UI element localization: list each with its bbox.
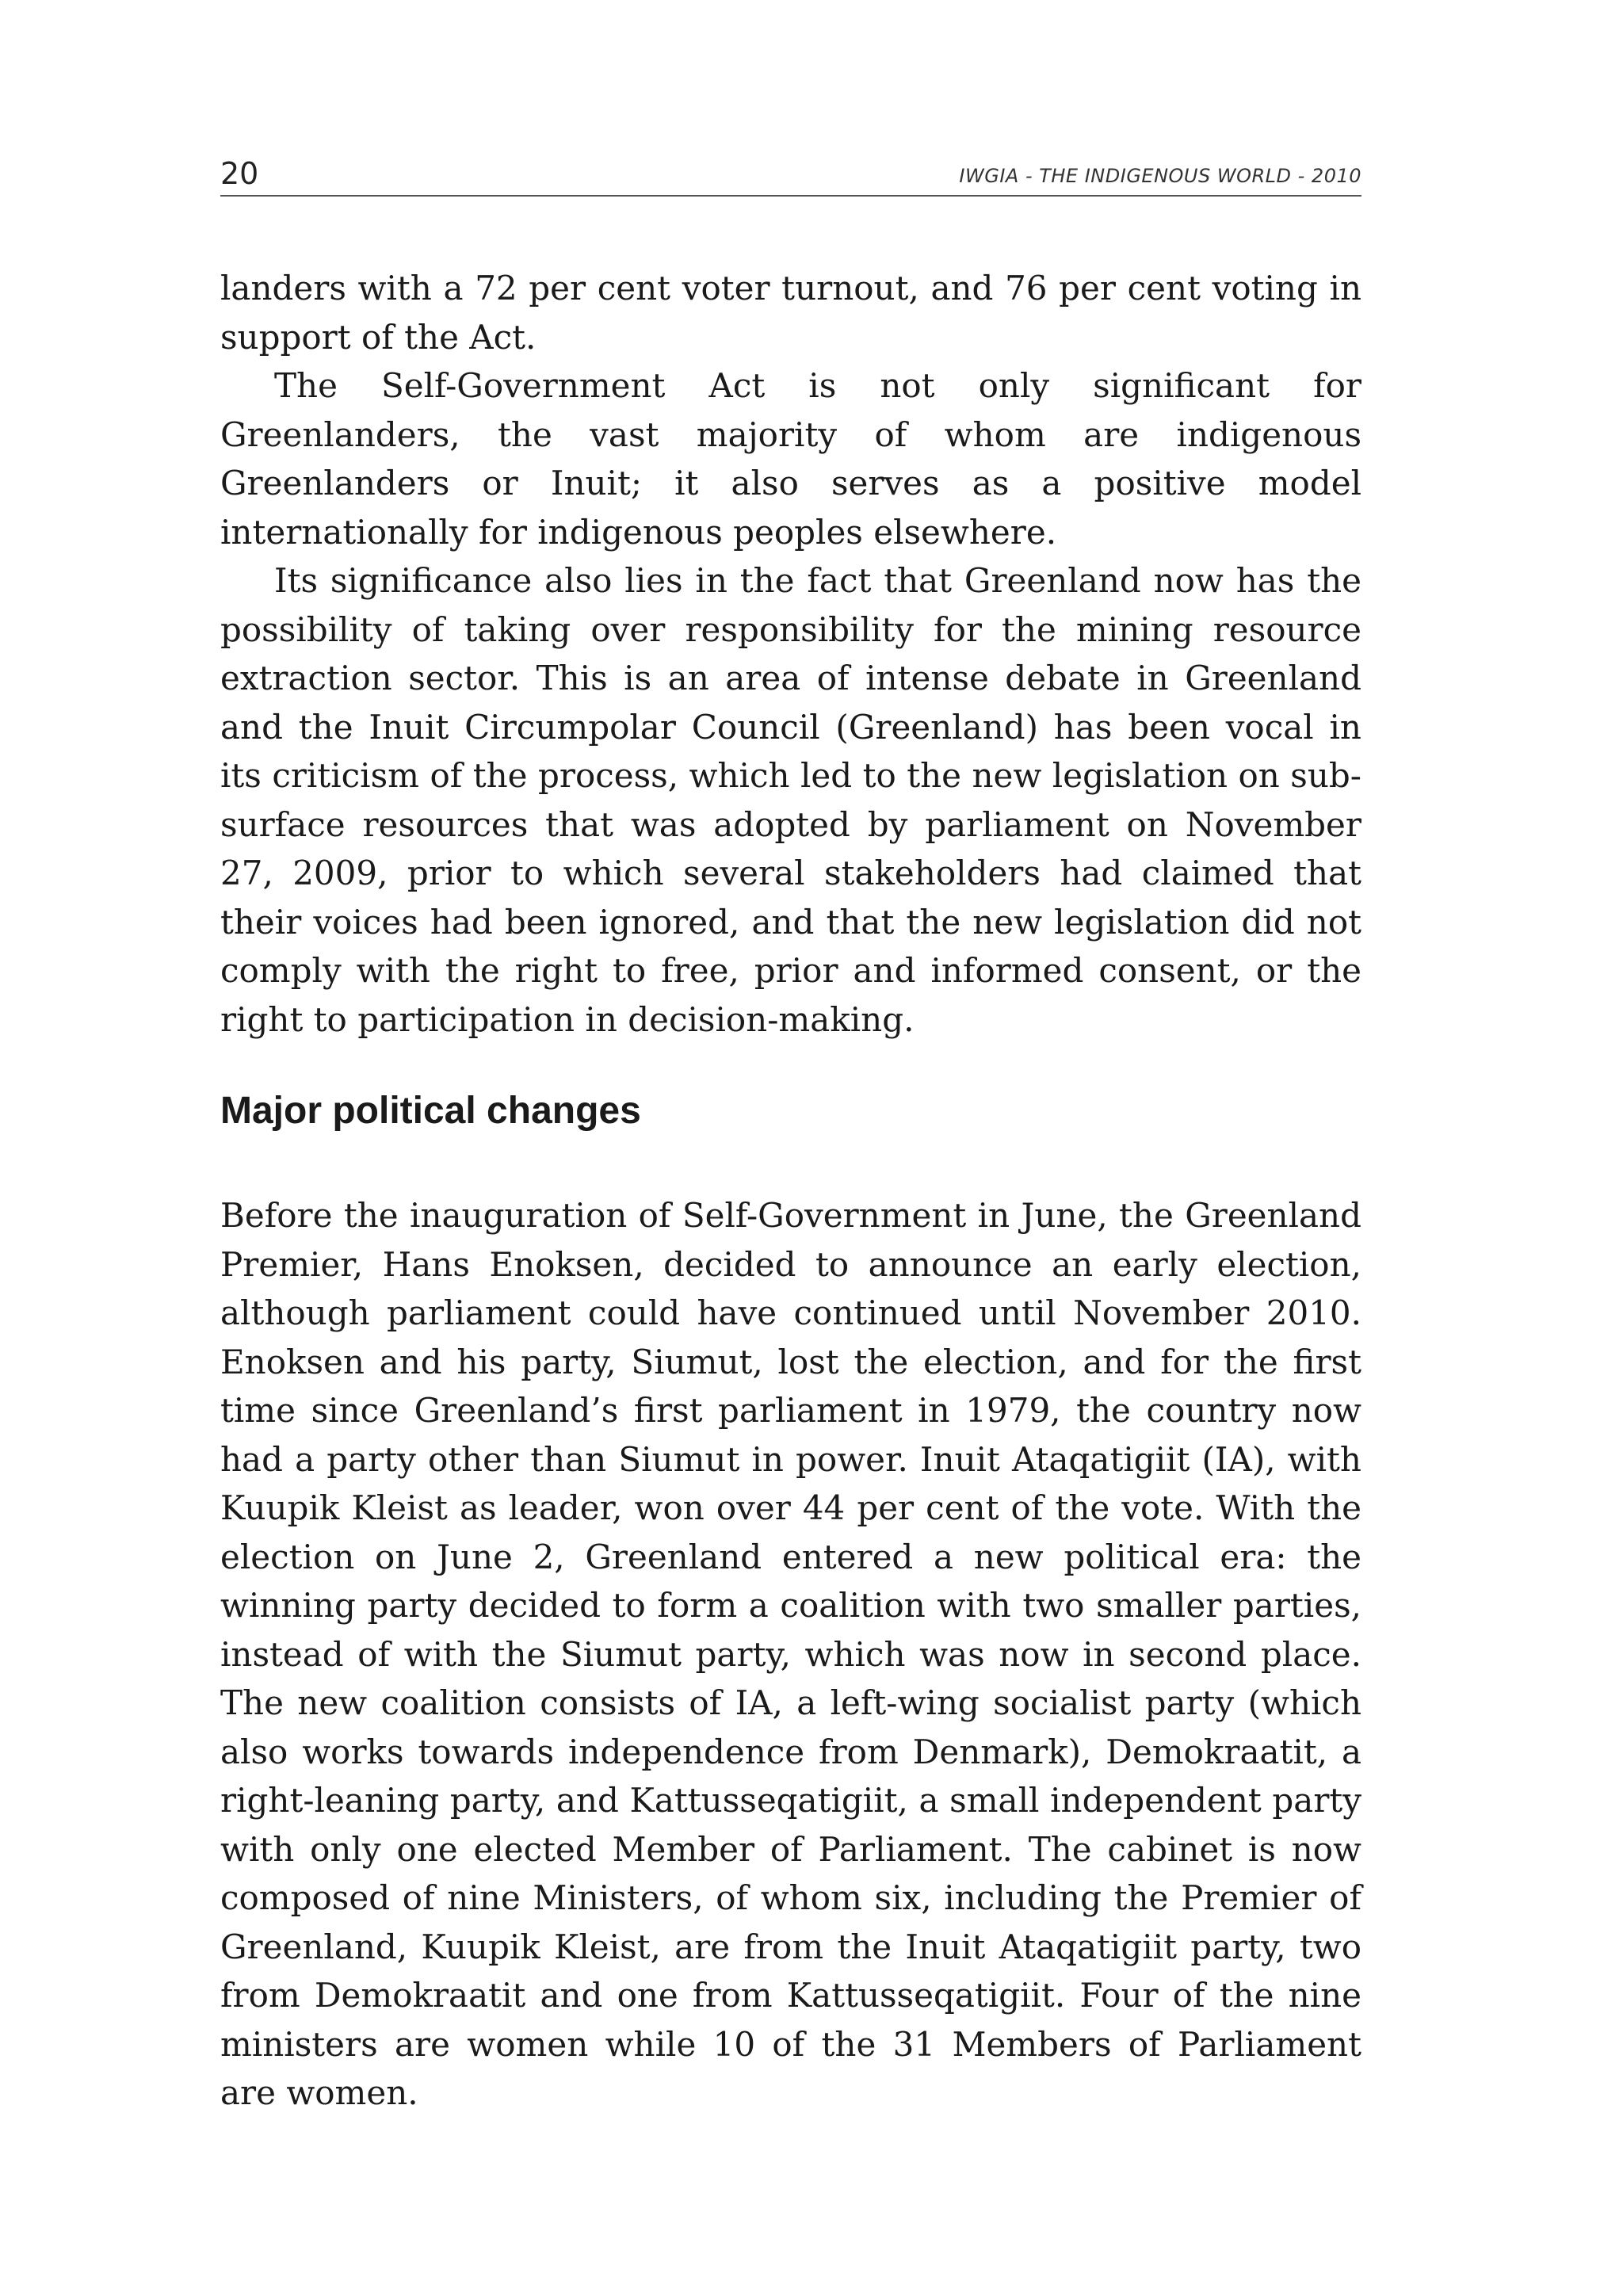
body-text-section	[220, 1191, 1361, 2118]
paragraph-political-changes: Before the inauguration of Self-Government in June, the Greenland Premier, Hans Enoksen, decided to announce an early election, although parliament could have continued until November 2010. Enoksen and his party, Siumut, lost the election, and for the first time since Greenland’s first parliament in 1979, the country now had a party other than Siumut in power. Inuit Ataqatigiit (IA), with Kuupik Kleist as leader, won over 44 per cent of the vote. With the election on June 2, Greenland entered a new political era: the winning party decided to form a coalition with two smaller parties, instead of with the Siumut party, which was now in second place. The new coalition consists of IA, a left-wing socialist party (which also works towards independence from Denmark), Demokraatit, a right-leaning party, and Kattusseqatigiit, a small independent party with only one elected Member of Parliament. The cabinet is now composed of nine Ministers, of whom six, including the Premier of Greenland, Kuupik Kleist, are from the Inuit Ataqatigiit party, two from Demokraatit and one from Kattusseqatigiit. Four of the nine ministers are women while 10 of the 31 Members of Parliament are women.	[220, 1196, 1361, 2112]
running-header	[220, 155, 1361, 197]
paragraph-self-government-act: The Self-Government Act is not only significant for Greenlanders, the vast majority of whom are indigenous Greenlanders or Inuit; it also serves as a positive model internationally for indigenous peoples elsewhere.	[220, 366, 1361, 552]
page-number: 20	[220, 156, 259, 191]
paragraph-mining-significance: Its significance also lies in the fact that Greenland now has the possibility of taking over responsibility for the mining resource extraction sector. This is an area of intense debate in Greenland and the Inuit Circumpolar Council (Greenland) has been vocal in its criticism of the process, which led to the new legislation on sub-surface resources that was adopted by parliament on November 27, 2009, prior to which several stakeholders had claimed that their voices had been ignored, and that the new legislation did not comply with the right to free, prior and informed consent, or the right to participation in decision-making.	[220, 561, 1361, 1039]
paragraph-continuation: landers with a 72 per cent voter turnout, and 76 per cent voting in support of the Act.	[220, 269, 1361, 357]
body-text-top	[220, 264, 1361, 1044]
running-title: IWGIA - THE INDIGENOUS WORLD - 2010	[959, 165, 1361, 187]
section-heading: Major political changes	[220, 1090, 641, 1132]
